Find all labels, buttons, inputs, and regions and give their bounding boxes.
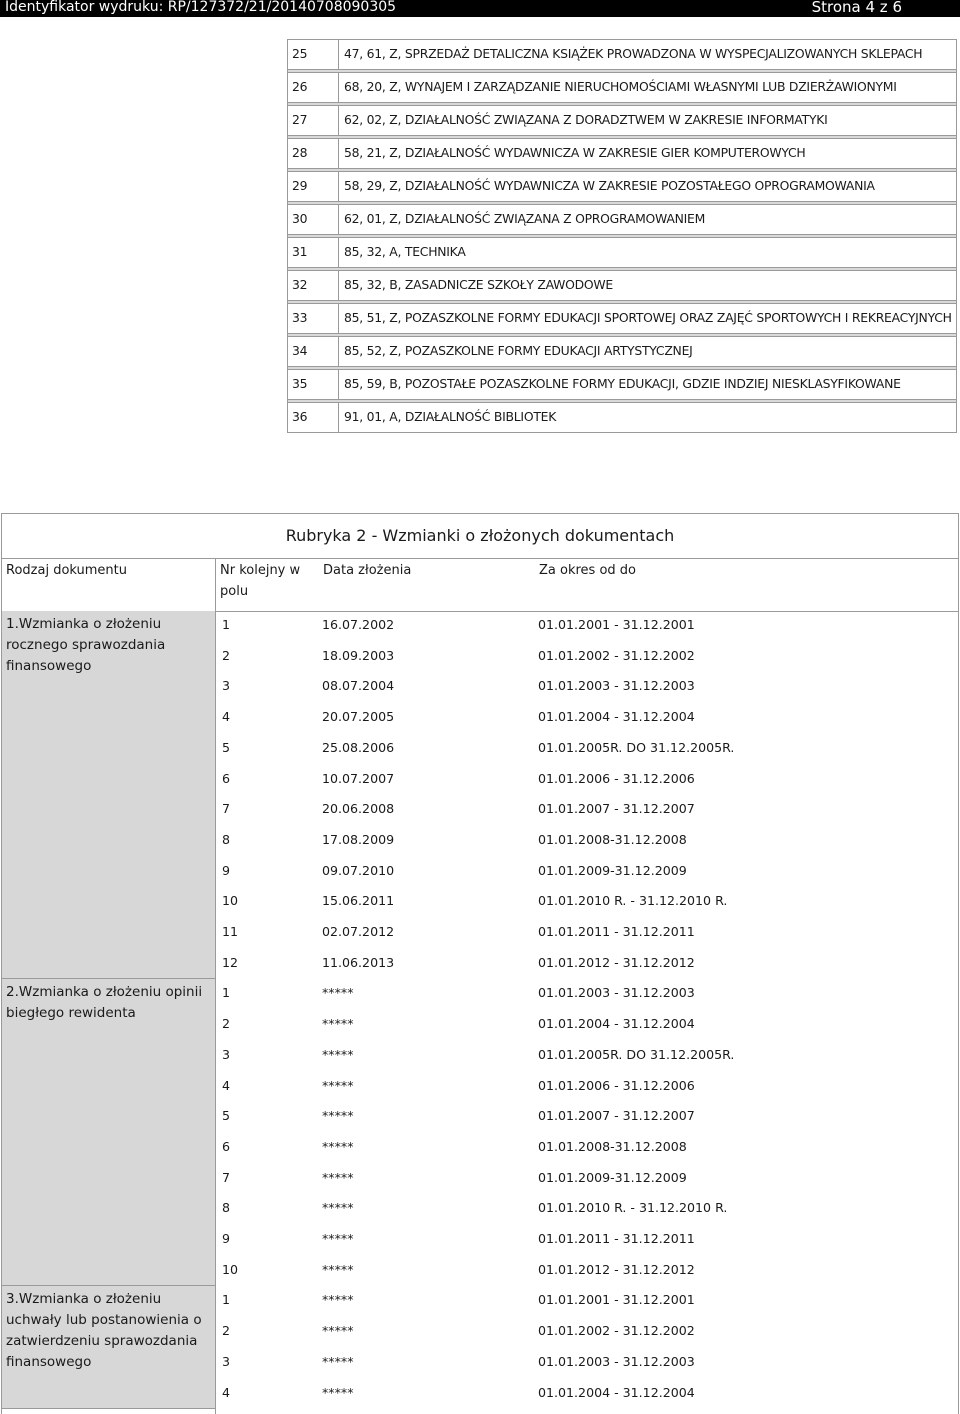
header-nr: Nr kolejny w polu xyxy=(220,563,301,599)
pkd-number: 25 xyxy=(288,40,339,70)
document-row xyxy=(216,887,958,917)
header-data: Data złożenia xyxy=(323,563,412,578)
filing-date: 11.06.2013 xyxy=(322,954,395,970)
reporting-period: 01.01.2006 - 31.12.2006 xyxy=(538,1077,695,1093)
filing-date: ***** xyxy=(322,1261,354,1277)
pkd-number: 36 xyxy=(288,403,339,433)
reporting-period: 01.01.2007 - 31.12.2007 xyxy=(538,1108,695,1124)
reporting-period: 01.01.2010 R. - 31.12.2010 R. xyxy=(538,1200,728,1216)
pkd-description: 85, 32, A, TECHNIKA xyxy=(339,238,957,268)
entry-number: 8 xyxy=(222,831,231,847)
document-row xyxy=(216,1225,958,1255)
pkd-description: 62, 02, Z, DZIAŁALNOŚĆ ZWIĄZANA Z DORADZTWEM W ZAKRESIE INFORMATYKI xyxy=(339,106,957,136)
entry-number: 9 xyxy=(222,862,231,878)
filing-date: 15.06.2011 xyxy=(322,893,395,909)
filing-date: 02.07.2012 xyxy=(322,924,395,939)
rubryka-2-section xyxy=(1,513,959,1414)
document-row xyxy=(216,1010,958,1040)
filing-date: 20.06.2008 xyxy=(322,801,395,817)
reporting-period: 01.01.2006 - 31.12.2006 xyxy=(538,770,695,786)
filing-date: 16.07.2002 xyxy=(322,617,395,632)
document-row xyxy=(216,1164,958,1194)
pkd-number: 27 xyxy=(288,106,339,136)
entry-number: 12 xyxy=(222,954,239,970)
document-row xyxy=(216,642,958,672)
document-row xyxy=(216,1286,958,1316)
page-number: Strona 4 z 6 xyxy=(811,0,902,16)
pkd-row xyxy=(288,271,957,301)
filing-date: ***** xyxy=(322,1138,354,1154)
pkd-row xyxy=(288,40,957,70)
pkd-number: 33 xyxy=(288,304,339,334)
pkd-description: 85, 52, Z, POZASZKOLNE FORMY EDUKACJI ARTYSTYCZNEJ xyxy=(339,337,957,367)
filing-date: ***** xyxy=(322,1384,354,1400)
entry-number: 1 xyxy=(222,985,231,1001)
pkd-row xyxy=(288,73,957,103)
document-row xyxy=(216,1072,958,1102)
header-okres: Za okres od do xyxy=(539,563,636,578)
filing-date: ***** xyxy=(322,1016,354,1032)
pkd-row xyxy=(288,337,957,367)
entry-number: 8 xyxy=(222,1200,231,1216)
entry-number: 10 xyxy=(222,893,239,909)
entry-number: 2 xyxy=(222,1323,231,1339)
document-row xyxy=(216,1317,958,1347)
filing-date: ***** xyxy=(322,1323,354,1339)
document-row xyxy=(216,1041,958,1071)
entry-number: 11 xyxy=(222,924,239,939)
pkd-number: 31 xyxy=(288,238,339,268)
pkd-description: 85, 32, B, ZASADNICZE SZKOŁY ZAWODOWE xyxy=(339,271,957,301)
pkd-description: 91, 01, A, DZIAŁALNOŚĆ BIBLIOTEK xyxy=(339,403,957,433)
filing-date: 18.09.2003 xyxy=(322,647,395,663)
print-identifier: Identyfikator wydruku: RP/127372/21/20140708090305 xyxy=(5,0,397,15)
reporting-period: 01.01.2001 - 31.12.2001 xyxy=(538,617,695,632)
reporting-period: 01.01.2012 - 31.12.2012 xyxy=(538,1261,695,1277)
pkd-description: 85, 51, Z, POZASZKOLNE FORMY EDUKACJI SPORTOWEJ ORAZ ZAJĘĆ SPORTOWYCH I REKREACYJNYCH xyxy=(339,304,957,334)
entry-number: 4 xyxy=(222,1384,231,1400)
document-row xyxy=(216,979,958,1009)
filing-date: ***** xyxy=(322,1231,354,1246)
pkd-row xyxy=(288,238,957,268)
reporting-period: 01.01.2012 - 31.12.2012 xyxy=(538,954,695,970)
reporting-period: 01.01.2002 - 31.12.2002 xyxy=(538,647,695,663)
document-row xyxy=(216,1348,958,1378)
document-row xyxy=(216,1194,958,1224)
entry-number: 2 xyxy=(222,1016,231,1032)
entry-number: 2 xyxy=(222,647,231,663)
filing-date: ***** xyxy=(322,1353,354,1369)
reporting-period: 01.01.2004 - 31.12.2004 xyxy=(538,1384,695,1400)
document-row xyxy=(216,1102,958,1132)
pkd-description: 47, 61, Z, SPRZEDAŻ DETALICZNA KSIĄŻEK PROWADZONA W WYSPECJALIZOWANYCH SKLEPACH xyxy=(339,40,957,70)
document-row xyxy=(216,826,958,856)
pkd-number: 26 xyxy=(288,73,339,103)
entry-number: 4 xyxy=(222,709,231,725)
document-row xyxy=(216,1133,958,1163)
pkd-number: 29 xyxy=(288,172,339,202)
entry-number: 3 xyxy=(222,1046,231,1062)
document-row xyxy=(216,795,958,825)
entry-number: 6 xyxy=(222,1138,231,1154)
filing-date: ***** xyxy=(322,1200,354,1216)
document-row xyxy=(216,734,958,764)
filing-date: ***** xyxy=(322,1046,354,1062)
filing-date: 25.08.2006 xyxy=(322,739,395,755)
filing-date: ***** xyxy=(322,1077,354,1093)
document-row xyxy=(216,1379,958,1409)
pkd-row xyxy=(288,403,957,433)
pkd-activity-table xyxy=(287,39,957,433)
entry-number: 1 xyxy=(222,1292,231,1308)
document-type: 2.Wzmianka o złożeniu opinii biegłego rewidenta xyxy=(2,979,215,1286)
entry-number: 5 xyxy=(222,1108,231,1124)
document-row xyxy=(216,1256,958,1286)
pkd-description: 58, 21, Z, DZIAŁALNOŚĆ WYDAWNICZA W ZAKRESIE GIER KOMPUTEROWYCH xyxy=(339,139,957,169)
entry-number: 4 xyxy=(222,1077,231,1093)
document-type: 3.Wzmianka o złożeniu uchwały lub postanowienia o zatwierdzeniu sprawozdania finansowego xyxy=(2,1286,215,1409)
entry-number: 3 xyxy=(222,1353,231,1369)
document-row xyxy=(216,918,958,948)
pkd-row xyxy=(288,106,957,136)
entry-number: 3 xyxy=(222,678,231,694)
entry-number: 5 xyxy=(222,739,231,755)
pkd-description: 58, 29, Z, DZIAŁALNOŚĆ WYDAWNICZA W ZAKRESIE POZOSTAŁEGO OPROGRAMOWANIA xyxy=(339,172,957,202)
reporting-period: 01.01.2004 - 31.12.2004 xyxy=(538,1016,695,1032)
reporting-period: 01.01.2005R. DO 31.12.2005R. xyxy=(538,739,735,755)
pkd-row xyxy=(288,370,957,400)
entry-number: 6 xyxy=(222,770,231,786)
pkd-number: 30 xyxy=(288,205,339,235)
header-rodzaj: Rodzaj dokumentu xyxy=(6,563,127,578)
reporting-period: 01.01.2003 - 31.12.2003 xyxy=(538,1353,695,1369)
reporting-period: 01.01.2002 - 31.12.2002 xyxy=(538,1323,695,1339)
filing-date: 09.07.2010 xyxy=(322,862,395,878)
section-title: Rubryka 2 - Wzmianki o złożonych dokumentach xyxy=(285,526,675,545)
pkd-number: 34 xyxy=(288,337,339,367)
reporting-period: 01.01.2005R. DO 31.12.2005R. xyxy=(538,1046,735,1062)
reporting-period: 01.01.2009-31.12.2009 xyxy=(538,1169,687,1185)
reporting-period: 01.01.2011 - 31.12.2011 xyxy=(538,1231,695,1246)
pkd-number: 28 xyxy=(288,139,339,169)
document-type: 1.Wzmianka o złożeniu rocznego sprawozdania finansowego xyxy=(2,611,215,979)
pkd-number: 35 xyxy=(288,370,339,400)
pkd-number: 32 xyxy=(288,271,339,301)
reporting-period: 01.01.2003 - 31.12.2003 xyxy=(538,678,695,694)
document-row xyxy=(216,765,958,795)
pkd-description: 68, 20, Z, WYNAJEM I ZARZĄDZANIE NIERUCHOMOŚCIAMI WŁASNYMI LUB DZIERŻAWIONYMI xyxy=(339,73,957,103)
reporting-period: 01.01.2001 - 31.12.2001 xyxy=(538,1292,695,1308)
filing-date: 17.08.2009 xyxy=(322,831,395,847)
reporting-period: 01.01.2004 - 31.12.2004 xyxy=(538,709,695,725)
document-row xyxy=(216,857,958,887)
reporting-period: 01.01.2009-31.12.2009 xyxy=(538,862,687,878)
entry-number: 10 xyxy=(222,1261,239,1277)
filing-date: ***** xyxy=(322,1108,354,1124)
pkd-row xyxy=(288,205,957,235)
filing-date: 10.07.2007 xyxy=(322,770,395,786)
print-header xyxy=(0,0,960,17)
document-row xyxy=(216,672,958,702)
document-row xyxy=(216,611,958,641)
table-header xyxy=(2,558,958,612)
pkd-description: 62, 01, Z, DZIAŁALNOŚĆ ZWIĄZANA Z OPROGRAMOWANIEM xyxy=(339,205,957,235)
document-row xyxy=(216,703,958,733)
document-row xyxy=(216,949,958,979)
filing-date: 20.07.2005 xyxy=(322,709,395,725)
filing-date: ***** xyxy=(322,1169,354,1185)
entry-number: 1 xyxy=(222,617,231,632)
reporting-period: 01.01.2008-31.12.2008 xyxy=(538,831,687,847)
filing-date: ***** xyxy=(322,985,354,1001)
entry-number: 9 xyxy=(222,1231,231,1246)
pkd-row xyxy=(288,172,957,202)
reporting-period: 01.01.2003 - 31.12.2003 xyxy=(538,985,695,1001)
reporting-period: 01.01.2007 - 31.12.2007 xyxy=(538,801,695,817)
entry-number: 7 xyxy=(222,1169,231,1185)
pkd-row xyxy=(288,304,957,334)
reporting-period: 01.01.2010 R. - 31.12.2010 R. xyxy=(538,893,728,909)
pkd-row xyxy=(288,139,957,169)
filing-date: 08.07.2004 xyxy=(322,678,395,694)
pkd-description: 85, 59, B, POZOSTAŁE POZASZKOLNE FORMY EDUKACJI, GDZIE INDZIEJ NIESKLASYFIKOWANE xyxy=(339,370,957,400)
entry-number: 7 xyxy=(222,801,231,817)
filing-date: ***** xyxy=(322,1292,354,1308)
reporting-period: 01.01.2008-31.12.2008 xyxy=(538,1138,687,1154)
reporting-period: 01.01.2011 - 31.12.2011 xyxy=(538,924,695,939)
